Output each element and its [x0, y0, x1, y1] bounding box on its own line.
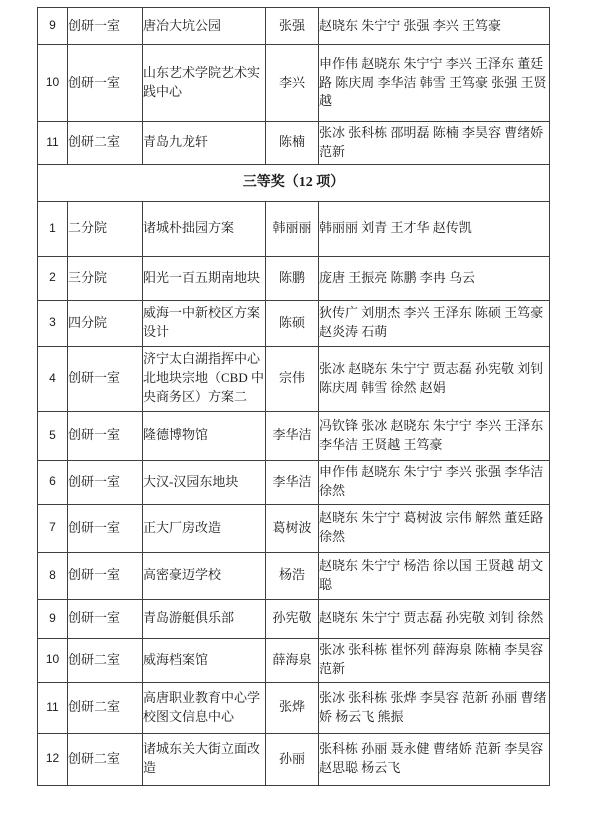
lead-designer-cell: 杨浩: [266, 552, 319, 599]
team-members-cell: 庞唐 王振亮 陈鹏 李冉 乌云: [319, 256, 550, 300]
lead-designer-cell: 薛海泉: [266, 638, 319, 682]
department-cell: 创研二室: [68, 682, 143, 733]
table-row: [38, 599, 550, 638]
department-cell: 创研二室: [68, 733, 143, 785]
team-members-cell: 张冰 张科栋 张烨 李昊容 范新 孙丽 曹绪娇 杨云飞 熊振: [319, 682, 550, 733]
lead-designer-cell: 韩丽丽: [266, 201, 319, 256]
project-name-cell: 青岛九龙轩: [143, 122, 266, 165]
department-cell: 创研一室: [68, 599, 143, 638]
project-name-cell: 诸城朴拙园方案: [143, 201, 266, 256]
team-members-cell: 赵晓东 朱宁宁 杨浩 徐以国 王贤越 胡文聪: [319, 552, 550, 599]
continued-prize-section: [38, 8, 550, 165]
table-row: [38, 504, 550, 552]
team-members-cell: 张冰 张科栋 崔怀列 薛海泉 陈楠 李昊容 范新: [319, 638, 550, 682]
lead-designer-cell: 宗伟: [266, 346, 319, 411]
table-row: [38, 300, 550, 346]
row-number-cell: 12: [38, 733, 68, 785]
project-name-cell: 唐冶大坑公园: [143, 8, 266, 45]
department-cell: 创研二室: [68, 638, 143, 682]
department-cell: 创研一室: [68, 411, 143, 460]
table-row: [38, 682, 550, 733]
row-number-cell: 11: [38, 122, 68, 165]
project-name-cell: 大汉-汉园东地块: [143, 460, 266, 504]
table-row: [38, 733, 550, 785]
section-header-title: 三等奖（12 项）: [38, 164, 550, 201]
lead-designer-cell: 李华洁: [266, 460, 319, 504]
table-row: [38, 45, 550, 122]
lead-designer-cell: 李华洁: [266, 411, 319, 460]
department-cell: 创研一室: [68, 552, 143, 599]
team-members-cell: 冯钦锋 张冰 赵晓东 朱宁宁 李兴 王泽东 李华洁 王贤越 王笃豪: [319, 411, 550, 460]
team-members-cell: 韩丽丽 刘青 王才华 赵传凯: [319, 201, 550, 256]
project-name-cell: 青岛游艇俱乐部: [143, 599, 266, 638]
project-name-cell: 济宁太白湖指挥中心北地块宗地（CBD 中央商务区）方案二: [143, 346, 266, 411]
row-number-cell: 7: [38, 504, 68, 552]
row-number-cell: 6: [38, 460, 68, 504]
lead-designer-cell: 张烨: [266, 682, 319, 733]
section-header-row: [38, 164, 550, 201]
lead-designer-cell: 李兴: [266, 45, 319, 122]
department-cell: 创研一室: [68, 346, 143, 411]
row-number-cell: 2: [38, 256, 68, 300]
third-prize-section: [38, 201, 550, 785]
department-cell: 三分院: [68, 256, 143, 300]
row-number-cell: 11: [38, 682, 68, 733]
table-row: [38, 256, 550, 300]
team-members-cell: 张冰 张科栋 邵明磊 陈楠 李昊容 曹绪娇 范新: [319, 122, 550, 165]
team-members-cell: 张科栋 孙丽 聂永健 曹绪娇 范新 李昊容 赵思聪 杨云飞: [319, 733, 550, 785]
lead-designer-cell: 陈鹏: [266, 256, 319, 300]
row-number-cell: 1: [38, 201, 68, 256]
row-number-cell: 8: [38, 552, 68, 599]
team-members-cell: 狄传广 刘朋杰 李兴 王泽东 陈硕 王笃豪 赵炎涛 石萌: [319, 300, 550, 346]
team-members-cell: 赵晓东 朱宁宁 葛树波 宗伟 解然 董廷路 徐然: [319, 504, 550, 552]
row-number-cell: 10: [38, 638, 68, 682]
lead-designer-cell: 陈楠: [266, 122, 319, 165]
project-name-cell: 威海档案馆: [143, 638, 266, 682]
team-members-cell: 申作伟 赵晓东 朱宁宁 李兴 王泽东 董廷路 陈庆周 李华洁 韩雪 王笃豪 张强 王贤越: [319, 45, 550, 122]
table-row: [38, 411, 550, 460]
row-number-cell: 3: [38, 300, 68, 346]
project-name-cell: 高唐职业教育中心学校图文信息中心: [143, 682, 266, 733]
table-row: [38, 552, 550, 599]
row-number-cell: 9: [38, 599, 68, 638]
project-name-cell: 威海一中新校区方案设计: [143, 300, 266, 346]
department-cell: 创研二室: [68, 122, 143, 165]
project-name-cell: 山东艺术学院艺术实践中心: [143, 45, 266, 122]
lead-designer-cell: 张强: [266, 8, 319, 45]
row-number-cell: 10: [38, 45, 68, 122]
section-header-body: [38, 164, 550, 201]
project-name-cell: 阳光一百五期南地块: [143, 256, 266, 300]
department-cell: 四分院: [68, 300, 143, 346]
team-members-cell: 赵晓东 朱宁宁 贾志磊 孙宪敬 刘钊 徐然: [319, 599, 550, 638]
department-cell: 创研一室: [68, 460, 143, 504]
lead-designer-cell: 陈硕: [266, 300, 319, 346]
table-row: [38, 460, 550, 504]
table-row: [38, 8, 550, 45]
team-members-cell: 张冰 赵晓东 朱宁宁 贾志磊 孙宪敬 刘钊 陈庆周 韩雪 徐然 赵娟: [319, 346, 550, 411]
department-cell: 二分院: [68, 201, 143, 256]
lead-designer-cell: 孙丽: [266, 733, 319, 785]
awards-table: [37, 7, 550, 786]
team-members-cell: 申作伟 赵晓东 朱宁宁 李兴 张强 李华洁 徐然: [319, 460, 550, 504]
project-name-cell: 正大厂房改造: [143, 504, 266, 552]
department-cell: 创研一室: [68, 8, 143, 45]
project-name-cell: 诸城东关大街立面改造: [143, 733, 266, 785]
table-row: [38, 122, 550, 165]
table-row: [38, 201, 550, 256]
table-row: [38, 638, 550, 682]
department-cell: 创研一室: [68, 45, 143, 122]
project-name-cell: 高密豪迈学校: [143, 552, 266, 599]
row-number-cell: 9: [38, 8, 68, 45]
lead-designer-cell: 葛树波: [266, 504, 319, 552]
department-cell: 创研一室: [68, 504, 143, 552]
table-row: [38, 346, 550, 411]
team-members-cell: 赵晓东 朱宁宁 张强 李兴 王笃豪: [319, 8, 550, 45]
lead-designer-cell: 孙宪敬: [266, 599, 319, 638]
project-name-cell: 隆德博物馆: [143, 411, 266, 460]
row-number-cell: 4: [38, 346, 68, 411]
row-number-cell: 5: [38, 411, 68, 460]
